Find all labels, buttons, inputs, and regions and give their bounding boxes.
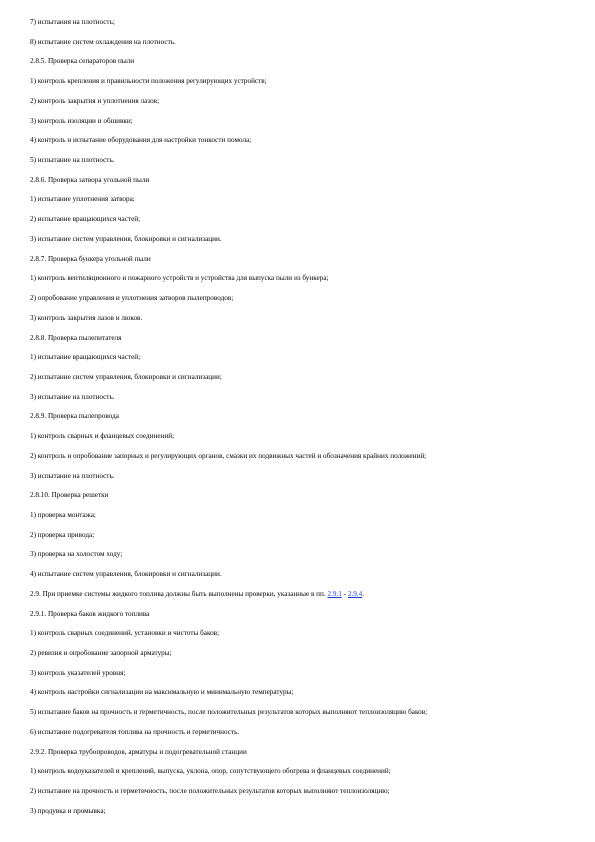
list-item: 2) испытание систем управления, блокировки и сигнализации; bbox=[30, 372, 222, 381]
section-heading: 2.9.2. Проверка трубопроводов, арматуры и подогревательной станции bbox=[30, 747, 247, 756]
section-heading: 2.8.6. Проверка затвора угольной пыли bbox=[30, 175, 150, 184]
paragraph-text: 2.9. При приемке системы жидкого топлива должны быть выполнены проверки, указанные в пп. bbox=[30, 589, 328, 598]
section-paragraph bbox=[30, 586, 570, 606]
list-item: 1) контроль сварных и фланцевых соединений; bbox=[30, 432, 175, 441]
section-heading: 2.8.8. Проверка пылепитателя bbox=[30, 333, 122, 342]
list-item: 2) контроль и опробование запорных и регулирующих органов, смазки их подвижных частей и обозначения крайних положений; bbox=[30, 451, 427, 460]
list-item: 1) контроль водоуказателей и креплений, выпуска, уклона, опор, сопутствующего обогрева и фланцевых соединений; bbox=[30, 767, 391, 776]
list-item: 3) проверка на холостом ходу; bbox=[30, 550, 123, 559]
range-separator: - bbox=[341, 589, 348, 598]
list-item: 3) контроль закрытия лазов и люков. bbox=[30, 313, 143, 322]
paragraph-end: . bbox=[362, 589, 364, 598]
list-item: 2) ревизия и опробование запорной арматуры; bbox=[30, 649, 172, 657]
list-item: 4) испытание систем управления, блокировки и сигнализации. bbox=[30, 570, 222, 579]
list-item: 5) испытание баков на прочность и герметичность, после положительных результатов которых выполняют теплоизоляцию баков; bbox=[30, 708, 428, 717]
document-body bbox=[30, 14, 570, 822]
section-heading: 2.8.9. Проверка пылепровода bbox=[30, 412, 119, 421]
list-item: 3) контроль указателей уровня; bbox=[30, 668, 126, 677]
list-item: 2) проверка привода; bbox=[30, 530, 95, 539]
list-item: 1) контроль крепления и правильности положения регулирующих устройств; bbox=[30, 77, 267, 86]
list-item: 1) испытание вращающихся частей; bbox=[30, 353, 141, 362]
list-item: 7) испытания на плотность; bbox=[30, 18, 115, 26]
list-item: 8) испытание систем охлаждения на плотность. bbox=[30, 37, 176, 46]
list-item: 2) испытание на прочность и герметичность, после положительных результатов которых выполняют теплоизоляцию; bbox=[30, 787, 390, 796]
section-heading: 2.9.1. Проверка баков жидкого топлива bbox=[30, 609, 150, 618]
list-item: 4) контроль настройки сигнализации на максимальную и минимальную температуры; bbox=[30, 688, 294, 697]
list-item: 3) продувка и промывка; bbox=[30, 806, 106, 815]
list-item: 1) контроль сварных соединений, установки и чистоты баков; bbox=[30, 629, 220, 638]
link-2-9-4[interactable]: 2.9.4 bbox=[347, 589, 363, 598]
list-item: 6) испытание подогревателя топлива на прочность и герметичность. bbox=[30, 727, 240, 736]
list-item: 1) контроль вентиляционного и пожарного устройств и устройства для выпуска пыли из бункера; bbox=[30, 274, 329, 283]
list-item: 2) испытание вращающихся частей; bbox=[30, 215, 141, 224]
section-heading: 2.8.7. Проверка бункера угольной пыли bbox=[30, 254, 151, 263]
section-heading: 2.8.5. Проверка сепараторов пыли bbox=[30, 57, 135, 66]
link-2-9-1[interactable]: 2.9.1 bbox=[327, 589, 342, 598]
section-heading: 2.8.10. Проверка решетки bbox=[30, 491, 109, 500]
list-item: 2) контроль закрытия и уплотнения лазов; bbox=[30, 96, 160, 105]
list-item: 3) испытание систем управления, блокировки и сигнализации. bbox=[30, 234, 222, 243]
list-item: 1) испытание уплотнения затвора; bbox=[30, 195, 135, 204]
list-item: 3) испытание на плотность. bbox=[30, 392, 115, 401]
list-item: 3) испытание на плотность. bbox=[30, 471, 115, 480]
list-item: 1) проверка монтажа; bbox=[30, 510, 96, 519]
list-item: 4) контроль и испытание оборудования для настройки тонкости помола; bbox=[30, 136, 252, 145]
list-item: 2) опробование управления и уплотнения затворов пылепроводов; bbox=[30, 294, 234, 303]
list-item: 3) контроль изоляции и обшивки; bbox=[30, 116, 133, 125]
list-item: 5) испытание на плотность. bbox=[30, 156, 115, 165]
